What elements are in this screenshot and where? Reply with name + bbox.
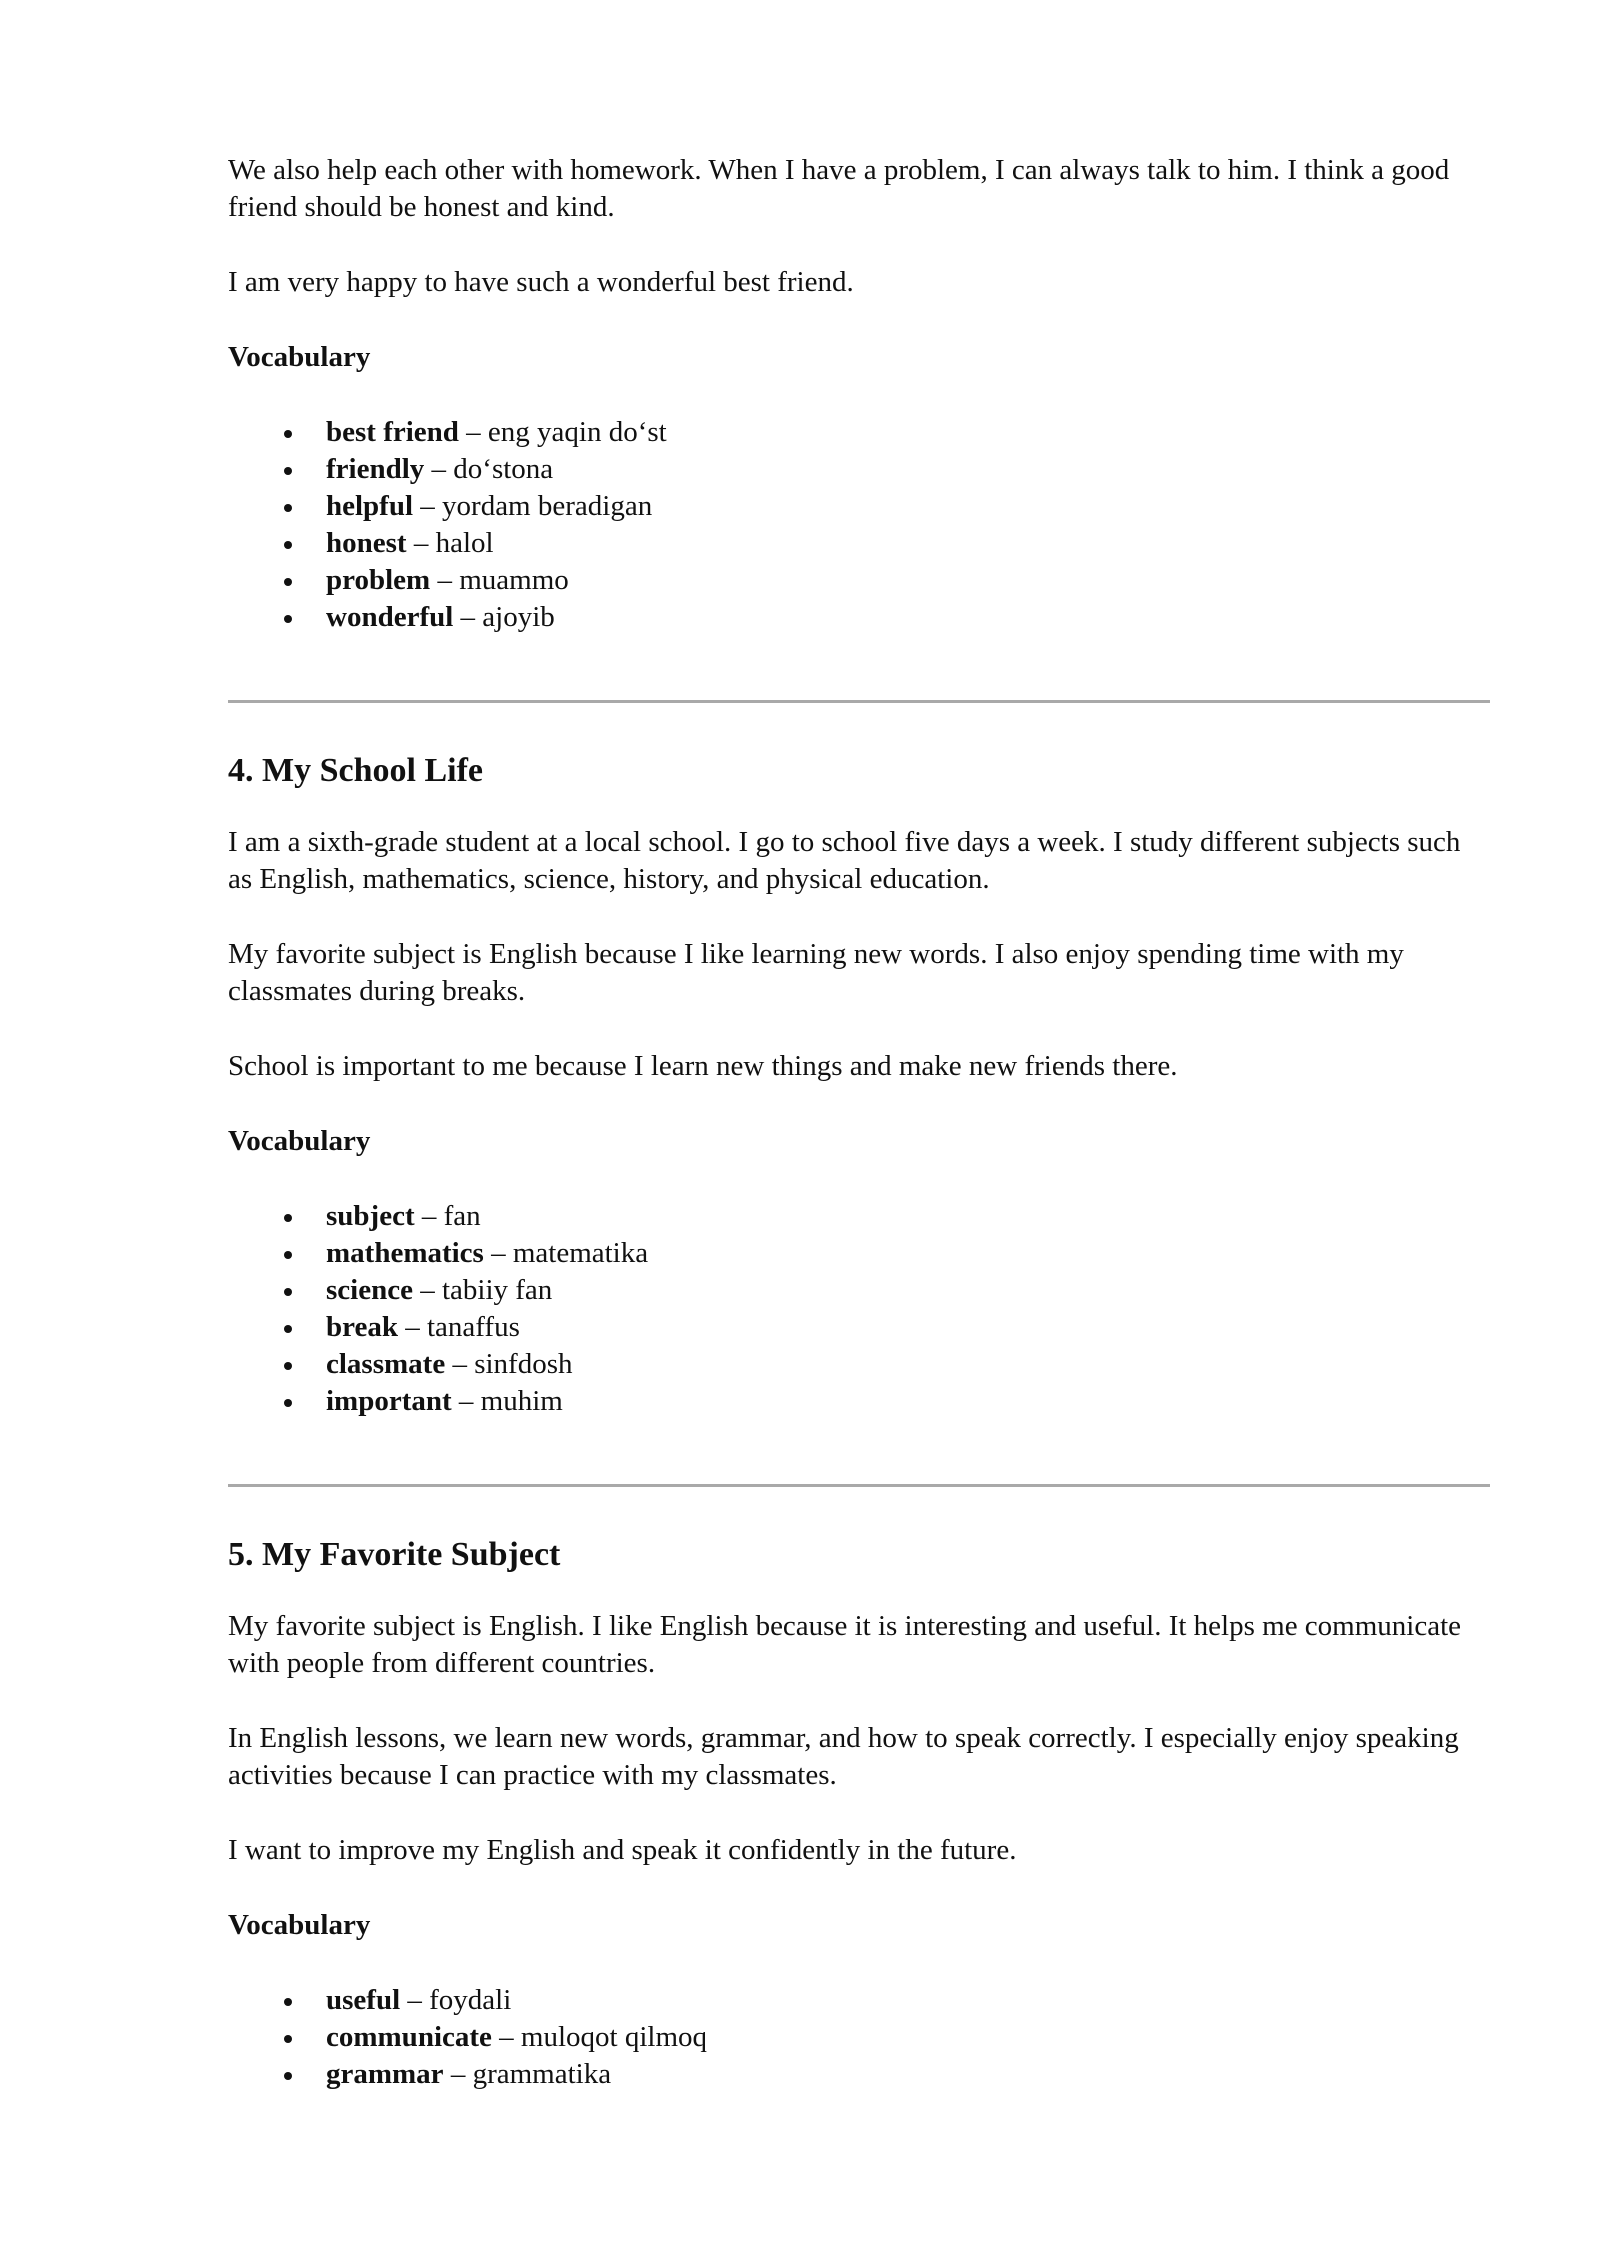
vocabulary-term: useful — [326, 1984, 401, 2016]
section-title: 5. My Favorite Subject — [228, 1536, 561, 1573]
vocabulary-term: communicate — [326, 2021, 492, 2053]
section-3 — [228, 152, 1490, 636]
vocabulary-item — [228, 562, 1490, 599]
vocabulary-term: helpful — [326, 490, 414, 522]
paragraph: We also help each other with homework. When I have a problem, I can always talk to him. I think a good friend should be honest and kind. — [228, 154, 1450, 223]
vocabulary-heading: Vocabulary — [228, 1125, 371, 1157]
vocabulary-term: wonderful — [326, 601, 454, 633]
vocabulary-meaning: – foydali — [400, 1984, 512, 2016]
vocabulary-term: break — [326, 1311, 398, 1343]
vocabulary-term: friendly — [326, 453, 425, 485]
vocabulary-item — [228, 1982, 1490, 2019]
document-page — [228, 152, 1490, 2093]
vocabulary-term: important — [326, 1385, 452, 1417]
vocabulary-meaning: – matematika — [483, 1237, 649, 1269]
vocabulary-meaning: – ajoyib — [453, 601, 555, 633]
vocabulary-item — [228, 1198, 1490, 1235]
vocabulary-list — [228, 414, 1490, 636]
paragraph: My favorite subject is English. I like English because it is interesting and useful. It helps me communicate with people from different countries. — [228, 1610, 1462, 1679]
paragraph: I am a sixth-grade student at a local school. I go to school five days a week. I study different subjects such as English, mathematics, science, history, and physical education. — [228, 826, 1461, 895]
vocabulary-item — [228, 1309, 1490, 1346]
vocabulary-term: honest — [326, 527, 407, 559]
section-4 — [228, 750, 1490, 1420]
vocabulary-meaning: – muloqot qilmoq — [491, 2021, 707, 2053]
vocabulary-term: subject — [326, 1200, 415, 1232]
section-divider — [228, 700, 1490, 703]
section-divider — [228, 1484, 1490, 1487]
vocabulary-meaning: – halol — [406, 527, 494, 559]
vocabulary-item — [228, 451, 1490, 488]
vocabulary-term: mathematics — [326, 1237, 484, 1269]
vocabulary-item — [228, 414, 1490, 451]
paragraph: In English lessons, we learn new words, grammar, and how to speak correctly. I especially enjoy speaking activities because I can practice with my classmates. — [228, 1722, 1459, 1791]
vocabulary-meaning: – tabiiy fan — [412, 1274, 553, 1306]
vocabulary-term: grammar — [326, 2058, 444, 2090]
vocabulary-item — [228, 2019, 1490, 2056]
vocabulary-meaning: – eng yaqin do‘st — [458, 416, 667, 448]
vocabulary-item — [228, 1346, 1490, 1383]
vocabulary-meaning: – tanaffus — [397, 1311, 520, 1343]
vocabulary-item — [228, 1235, 1490, 1272]
paragraph: My favorite subject is English because I like learning new words. I also enjoy spending time with my classmates during breaks. — [228, 938, 1404, 1007]
vocabulary-item — [228, 1383, 1490, 1420]
section-title: 4. My School Life — [228, 752, 483, 789]
vocabulary-list — [228, 1982, 1490, 2093]
vocabulary-term: best friend — [326, 416, 459, 448]
vocabulary-heading: Vocabulary — [228, 1909, 371, 1941]
vocabulary-item — [228, 488, 1490, 525]
vocabulary-meaning: – sinfdosh — [445, 1348, 573, 1380]
vocabulary-item — [228, 1272, 1490, 1309]
vocabulary-meaning: – muhim — [451, 1385, 563, 1417]
vocabulary-meaning: – do‘stona — [424, 453, 554, 485]
vocabulary-term: classmate — [326, 1348, 446, 1380]
paragraph: I want to improve my English and speak it confidently in the future. — [228, 1834, 1017, 1866]
vocabulary-list — [228, 1198, 1490, 1420]
vocabulary-term: problem — [326, 564, 431, 596]
vocabulary-meaning: – yordam beradigan — [413, 490, 653, 522]
vocabulary-meaning: – muammo — [430, 564, 569, 596]
vocabulary-item — [228, 2056, 1490, 2093]
vocabulary-item — [228, 599, 1490, 636]
section-5 — [228, 1534, 1490, 2093]
paragraph: School is important to me because I learn new things and make new friends there. — [228, 1050, 1178, 1082]
vocabulary-meaning: – fan — [414, 1200, 481, 1232]
paragraph: I am very happy to have such a wonderful best friend. — [228, 266, 854, 298]
vocabulary-item — [228, 525, 1490, 562]
vocabulary-heading: Vocabulary — [228, 341, 371, 373]
vocabulary-meaning: – grammatika — [443, 2058, 612, 2090]
vocabulary-term: science — [326, 1274, 413, 1306]
